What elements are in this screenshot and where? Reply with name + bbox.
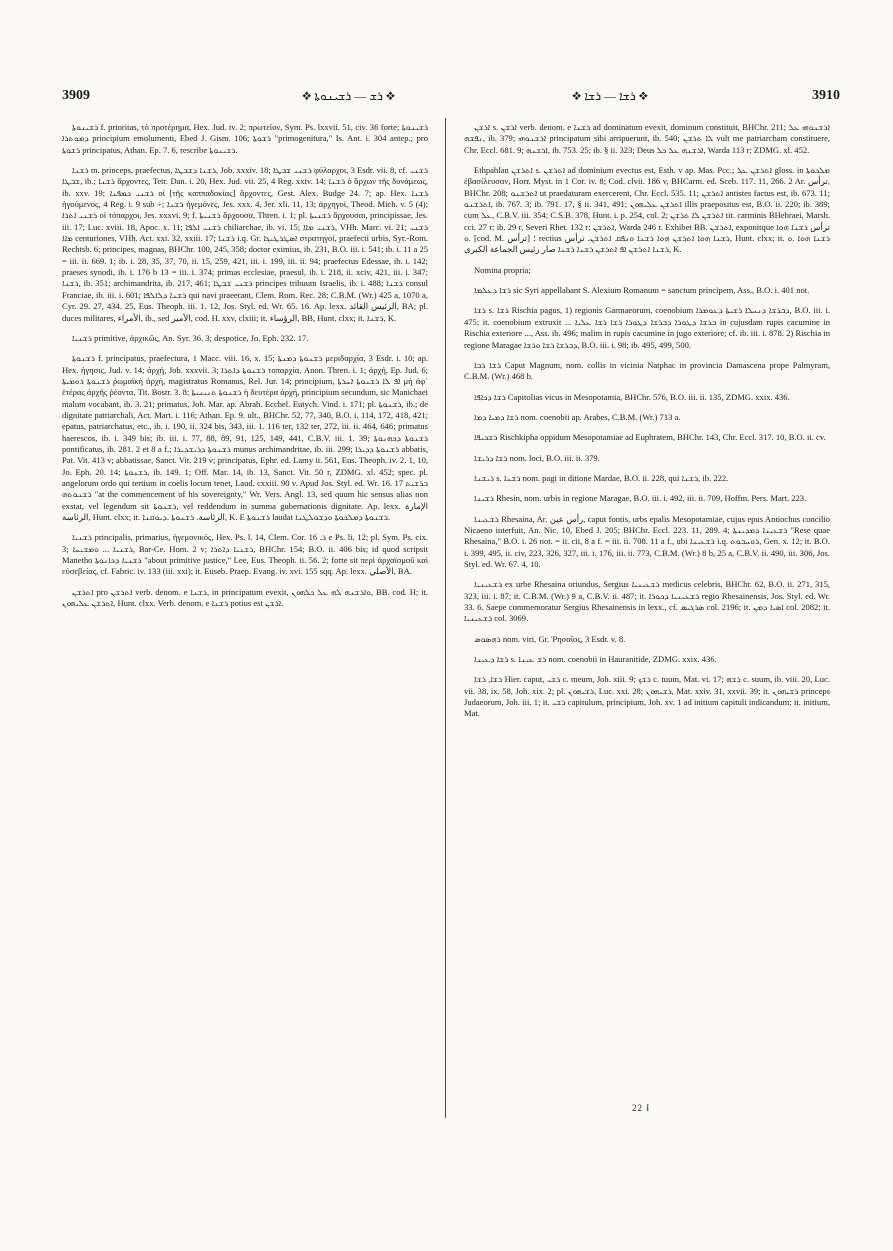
left-page-number: 3909 — [62, 88, 90, 103]
entry: ܪܫܢܝܐ principalis, primarius, ἡγεμονικός, Hex. Ps. l. 14, Clem. Cor. ܪ. 16 e Ps. li. 12; pl. Sym. Ps. cix. 3; ܪܫܢܝܐ ... ܘܡܫܝܚܐ, Bar-Ce. Hom. 2 v; ܪܫܢܝܐ ܕܐܬܪܐ, BHChr. 154; B.O. ii. 406 bis; id quod scripsit Manetho ܪܫܢܝܐ ܕܟܐܢܘܬܐ "about primitive justice," Lee, Eus. Theoph. ii. 56. 2; forte sit περὶ ἀρχαϊσμοῦ καὶ εὐσεβείας, cf. Fabric. iv. 133 (iii. xxi); it. Euseb. Praep. Evang. iv. xvi. 155 sqq. Ap. lexx. الأصلي, BA. — [62, 532, 428, 577]
entry: ܪܫܢܘܬܐ f. principatus, praefectura, 1 Macc. viii. 16, x. 15; ܪܫܢܘܬܐ ܕܡܢܬܐ μεριδαρχία, 3 Esdr. i. 10; ap. Hex. ἡγησις, Jud. v. 14; ἀρχή, Job. xxxvii. 3; ܪܫܢܘܬܐ ܕܐܬܪܐ τοπαρχία, Anon. Thren. i. 1; ἀρχή, Ep. Jud. 6; ܪܫܢܘܬܐ ܪܘܡܝܬܐ ῥωμαϊκὴ ἀρχή, magistratus Romanus, Rel. Jur. 14; principium, ܐܦ ܠܐ ܪܫܢܘܬܐ ܐܚܪܬܐ μὴ ἀφ᾽ ἑτέρας ἀρχῆς ῥέοντα, Tit. Bostr. 3. 8; ܪܫܢܘܬܐ ܬܢܝܢܝܬܐ ἡ δευτέρα ἀρχή, principium secundum, sic Manichaei malum vocabant, ib. 3. 21; primatus, Joh. Mar. ap. Abrah. Ecchel. Eutych. Vind. i. 171; pl. ܪܫܢܘܬܐ, ib.; de dignitate patriarchali, Act. Mart. i. 116; Athan. Ep. 9. ult., BHChr. 52, 77, 340, B.O. i. 114, 172, 418, 421; epatus, patriarchatus, etc., ib. i. 190, ii. 324 bis, 343, iii. 1. 116 ter, 132 ter, 272, iii. ii. 464, 646; primatus haerescos, ib. i. 349 bis; ib. iii. i. 77, 88, 89, 91, 125, 149, 441, C.B.V. iii. 1. 39; ܪܫܢܘܬܐ ܕܟܗܢܘܬܐ pontificatus, ib. 281. 2 et 8 a f.; ܪܫܢܘܬܐ ܕܪܝܫܕܝܪܐ munus archimandritae, ib. iii. 299; ܪܫܢܘܬܐ ܕܕܝܪܐ abbatis, Pat. Vit. 413 v; abbatissae, Sanct. Vit. 219 v; principatus, Ephr. ed. Lamy ii. 561, Eus. Theoph. iv. 2. 1, 10, Jo. Eph. 20. 14; ܪܫܢܘܬܐ, ib. 149. 1; Off. Mar. 14, ib. 13, Sanct. Vit. 50 r, ZDMG. xl. 452; spec. pl. angelorum ordo qui tertium in coelis locum tenet, Laud. cxxiii. 90 v. Apud Jos. Styl. ed. Wr. 16. 17 ܒܪܫܝܬ ܪܫܢܘܬܗ "at the commencement of his sovereignty," Wr. Vers. Angl. 13, sed quum hic sensus alias non exstat, vel legendum sit ܪܫܢܘܬܐ, vel reddendum in summa gubernationis dignitate. Ap. lexx. الإمارة الرئاسة, Hunt. clxx; it. الرئاسة. ܪܫܢܘܬܐ .ܕܝܘܩܢܐ, K. E ܪܫܢܘܬܐ laudat ܪܫܢܘܬܐ ܕܡܠܟܘܬܐ ܘܕܫܘܠܛܢܐ. — [62, 353, 429, 522]
entry: ܪܫܢܝܐ primitive, ἀρχικῶς, An. Syr. 36. 3; despotice, Jo. Eph. 232. 17. — [72, 332, 309, 343]
entry: ܪܫܐ, ܪܫܐ Hier. caput, ܪܫܝ c. meum, Joh. xiii. 9; ܪܫܟ c. tuum, Mat. vi. 17; ܪܫܗ c. suum, ib. viii. 20, Luc. vii. 38, ix. 58, Joh. xix. 2; pl. ܪܫܝܗܘܢ, Luc. xxi. 28; ܪܫܝܗܘܢ, Mat. xxiv. 31, xxvii. 39; it. ܪܫܝܗܘܢ princeps Judaeorum, Joh. iii. 1; it. ܪܫܝ capitulum, principium, Joh. xv. 1 ad initium capituli indicandum; it. initium, Mat. — [464, 674, 830, 719]
entry: ܪܫܐ ܕܥܝܢܐ s. ܪܫ ܥܝܢܐ nom. coenobii in Hauranitide, ZDMG. xxix. 436. — [474, 654, 717, 665]
signature-mark: 22 I — [632, 1103, 651, 1113]
entry: ܪܫܐ ܪܒܐ Caput Magnum, nom. collis in vicinia Natphac in provincia Damascena prope Palmyram, C.B.M. (Wr.) 468 b. — [464, 359, 830, 382]
entry: ܪܝܫܢܐ s. ܪܫܢܐ nom. pagi in ditione Mardae, B.O. ii. 228, qui ܪܫܢܐ, ib. 222. — [474, 472, 729, 483]
left-column — [62, 122, 428, 618]
entry: ܪܫܝܢܐ Rhesin, nom. urbis in regione Maragae, B.O. iii. i. 492, iii. ii. 709, Hoffm. Pers. Mart. 223. — [474, 493, 807, 504]
entry: Nomina propria; — [474, 264, 531, 275]
entry: ܪܫܐ s. ܪܫܐ Rischia pagus, 1) regionis Garmaeorum, coenobium ܕܒܪܫܐ ܕܢܚܠܐ ܪܫܝܬܐ ܕܥܘܡܪܐ, B.O. iii. i. 475; it. coenobium extruxit ... ܒܪܫܐ ܕܛܘܪܐ ܕܒܪܫܐ ܕܛܘܪܐ ܪܫܐ ܪܫܐ ܥܠܝܐ in cujusdam rupis cacumine in Rischia exteriore ..., Ass. ib. 496; malim in rupis cacumine in jugo exteriore; cf. ib. iii. i. 878. 2) Rischia in regione Maragae ܕܒܪܫܐ ܪܫܐ ܘܪܫܐ, B.O. iii. i. 98; ib. 495, 499, 500. — [464, 305, 830, 350]
entry: ܪܗܣܘܣ nom. viri, Gr. Ῥησαῖος, 3 Esdr. v. 8. — [474, 633, 626, 644]
entry: ܐܪܫܢ s. ܐܪܫܢ verb. denom. e ܪܫܢܐ ad dominatum evexit, dominum constituit, BHChr. 211; ܐܪܫܢܘܗܝ ܥܠ ܢܦܫܗ, ib. 379; ܐܪܫܢܘܗܝ principatum sibi arripuerunt, ib. 540; ܠܐ ܬܪܫܢ vult me patriarcham constituere, Chr. Eccl. 681. 9; ܐܪܫܢܗ, ib. 753. 25; ib. § ii. 323; Deus ܐܪܫܢܗ ܥܠ ܟܠ, Warda 113 r; ZDMG. xl. 452. — [464, 122, 831, 155]
page-header — [62, 88, 840, 114]
right-page-number: 3910 — [812, 88, 840, 103]
left-running-head: ❖ ܪܫ — ܪܫܝܢܘܬܐ ❖ — [302, 89, 396, 103]
entry: ܪܫܐ ܕܪܝܫܐ nom. loci, B.O. iii. ii. 379. — [474, 452, 600, 463]
entry: ܪܫܢܐ m. princeps, praefectus, ܪܫܢܐ ܕܫܒܛܐ, Job. xxxiv. 18; ܪܫܢܝ ܫܒܛܐ φύλαρχοι, 3 Esdr. vii. 8, cf. ܪܫܢܝ ܫܒܛܐ, ib.; ܪܫܢܐ ἄρχοντες, Tetr. Dan. i. 20, Hex. Jud. vii. 25, 4 Reg. xxiv. 14; ܪܫܢܐ ὁ ἄρχων τῆς δυνάμεως, ib. xxv. 19; ܪܫܢܝ ܟܡܦܢܐ οἱ [τῆς καππαδοκίας] ἄρχοντες, Gest. Alex. Budge 24. 7; ap. Hex. ܪܫܢܐ ἡγούμενος, 4 Reg. i. 9 sub ÷; ܪܫܢܐ ἡγεμόνες, Jes. xxx. 4, Jer. xli. 11, 13; ἀρχηγοί, Theod. Mich. v. 5 (4); ܪܫܢܝ ܐܬܪܐ οἱ τόπαρχοι, Jes. xxxvi. 9; f. ܪܫܢܝܬܐ ἄρχουσα, Thren. i. 1; pl. ܪܫܢܝܬܐ ἄρχουσαι, principissae, Jes. iii. 17; Luc. xviii. 18, Apoc. x. 11; ܪܫܢܝ ܐܠܦܐ chiliarchae, ib. vi. 15; ܪܫܢܝ ܡܐܐ, VHh. Marc. vi. 21; ܪܫܢܝ ܡܐܐ centuriones, VHh. Act. xxi. 32, xxiii. 17; ܪܫܢܐ i.q. Gr. ܐܣܛܪܛܝܓܐ στρατηγοί, praefecti urbis, Syr.-Rom. Rechtsb. 6; principes, magnas, BHChr. 100, 245, 358; doctor eximius, ib. 231, B.O. iii. i. 541; ib. i. 11 a 25 = iii. ii. 669. 1; ib. i. 28, 35, 37, 70, ii. 15, 259, 421, iii. i. 199, iii. ii. 94; praefectus Edessae, ib. i. 142; praeses synodi, ib. i. 176 b 13 = iii. i. 374; primas ecclesiae, praesul, ib. i. 218, ii. xciv, 421, iii. i. 347; ܪܫܢܐ, ib. 351; archimandrita, ib. 217, 461; ܪܫܢܝ ܫܒܛܐ principes tribuum Israelis, ib. i. 488; ܪܫܢܐ consul Franciae, ib. iii. i. 601; ܪܫܢܐ ܕܠܐܠܦܐ qui navi praeerant, Clem. Rom. Rec. 28; C.B.M. (Wr.) 425 a, 1070 a, Cyr. 29. 27, 434. 25, Eus. Theoph. iii. 1. 12, Jos. Styl. ed. Wr. 65. 16. Ap. lexx. الرئيس القائد, BA; pl. duces militares, الأمراء, ib., sed الأمير, cod. H. xxv, clxiii; it. الرؤساء, BB, Hunt. clxx; it. ܪܫܢܐ, K. — [62, 165, 429, 323]
entry: ܪܫܐ ܕܟܐܦܐ Capitolias vicus in Mesopotamia, BHChr. 576, B.O. iii. ii. 135, ZDMG. xxix. 436. — [474, 391, 790, 402]
right-column — [464, 122, 830, 729]
column-divider — [445, 118, 446, 1118]
entry: ܪܫܐ ܕܥܠܡܐ sic Syri appellabant S. Alexium Romanum = sanctum principem, Ass., B.O. i. 401 not. — [474, 285, 810, 296]
entry: ܪܫܥܝܢܐ Rhesaina, Ar. رأس عين, caput fontis, urbs epalis Mesopotamiae, cujus epus Antiochus concilio Nicaeno interfuit, An. Nic. 10, Ebed J. 205; BHChr. Eccl. 223. 11, 289. 4; ܪܫܥܝܢܐ ܕܡܕܝܢܬܐ "Rese quae Rhesaina," B.O. i. 26 not. = ii. cii, 8 a f. = iii. ii. 708. 11 a f., ubi ܪܫܥܝܢܐ i.q. ܪܘܚܒܘܬ, Gen. x. 12; it. B.O. i. 399, 495, ii. civ, 223, 326, 327, iii. i. 176, iii. ii. 773, C.B.M. (Wr.) 8 b, 25 a, C.B.V. ii. 490, iii. 306, Jos. Styl. ed. Wr. 67. 4, 10. — [464, 513, 830, 569]
entry: ܪܫܐ ܕܡܝܐ ܕܡܐ nom. coenobii ap. Arabes, C.B.M. (Wr.) 713 a. — [474, 411, 681, 422]
entry: ܪܫܥܝܢܝܐ ex urbe Rhesaina oriundus, Sergius ܪܫܥܝܢܝܐ medicus celebris, BHChr. 62, B.O. ii. 271, 315, 323, iii. i. 87; it. C.B.M. (Wr.) 9 a, C.B.V. ii. 487; it. ܪܫܥܝܢܝܐ ܕܟܘܪܐ regio Rhesainensis, Jos. Styl. ed. Wr. 33. 6. Saepe commemoratur Sergius Rhesainensis in lexx., cf. ܣܪܓܝܣ col. 2196; it. ܐܣܝܐ ܕܡܢ col. 2082; it. ܪܫܥܝܢܝܐ col. 3069. — [464, 579, 831, 624]
entry: Ethpahlan ܐܬܪܫܢ s. ܐܬܪܫܢ ad dominium evectus est, Esth. v ap. Mas. Pcc.; ܐܬܪܫܢ ܥܠ gloss. in ܡܠܟܘܬܐ ἐβασίλευσαν, Horr. Myst. in 1 Cor. iv. 8; Cod. clvii. 186 v, BHCarm. ed. Sceb. 117. 11, 266. 2 Ar. ترأس, BHChr. 208; ܐܬܪܫܢܘ ut praedaturam exercerent, Chr. Eccl. 535. 11; ܐܬܪܫܢ antistes factus est, ib. 673. 11; ܐܬܪܫܢܘ, ib. 767. 3; ib. 791. 17, § ii. 341, 491; ܐܬܪܫܢ ܥܠܝܗܘܢ illis praepositus est, B.O. ii. 220; ib. 389; cum ܥܠ, C.B.V. iii. 354; C.S.B. 378, Hunt. i. p. 254, col. 2; ܐܬܪܫܢ ܠܐ ܬܪܫܢ tit. carminis BHebraei, Marsh. cci. 27 r; ib. 29 r, Severi Rhet. 132 r; ܐܬܪܫܢ, Warda 246 r. Exhibet BB. ܐܬܪܫܢ, exponitque ترأس ܪܫܢܐ ܗܘܐ .ܘ [cod. M. ترأس] ؛ rectius ܪܫܢܐ ܗܘܐ ܐܬܪܫܢ ܗܘܐ ܪܫܢܐ ܘܢܦܩ ܐܬܪܫܢ. ترأس, Hunt. clxx; it. ܪܫܢܐ ܗܘܐ .ܘ ܪܫܢܐ ܐܬܪܫܢ ܐܦ ܐܬܪܫܢ ܪܫܢܐ ܪܫܢܐ صار رئيس الجماعة الكبرى, K. — [464, 165, 831, 255]
right-running-head: ❖ ܪܫܐ — ܪܫܐ ❖ — [572, 89, 649, 103]
entry: ܪܫܟܝܦܐ Rischkipha oppidum Mesopotamiae ad Euphratem, BHChr. 143, Chr. Eccl. 317. 10, B.O. ii. cv. — [474, 432, 826, 443]
entry: ܪܫܝܢܘܬܐ f. prioritas, τὸ προτέρημα, Hex. Jud. iv. 2; πρωτεῖον, Sym. Ps. lxxvii. 51, civ. 36 forte; ܪܫܝܢܘܬܐ ܕܡܘܬܪܐ principium emolumenti, Ebed J. Gism. 106; ܪܫܘܬܐ "primogenitura," Is. Ant. i. 304 antep.; pro ܪܫܘܬܐ principatus, Athan. Ep. 7. 6, rescribe ܪܫܝܢܘܬܐ. — [62, 122, 428, 155]
entry: ܐܬܪܫܢ pro ܐܬܪܫܢ verb. denom. e ܪܫܢܐ, in principatum evexit, ܘܐܪܫܢܗ ܠܗ ܥܠ ܟܠܗܘܢ, BB. cod. H; it. ܐܬܪܫܢ ܥܠܝܗܘܢ, Hunt. clxx. Verb. denom. e ܪܫܢܐ potius est ܐܪܫܢ. — [62, 586, 429, 609]
